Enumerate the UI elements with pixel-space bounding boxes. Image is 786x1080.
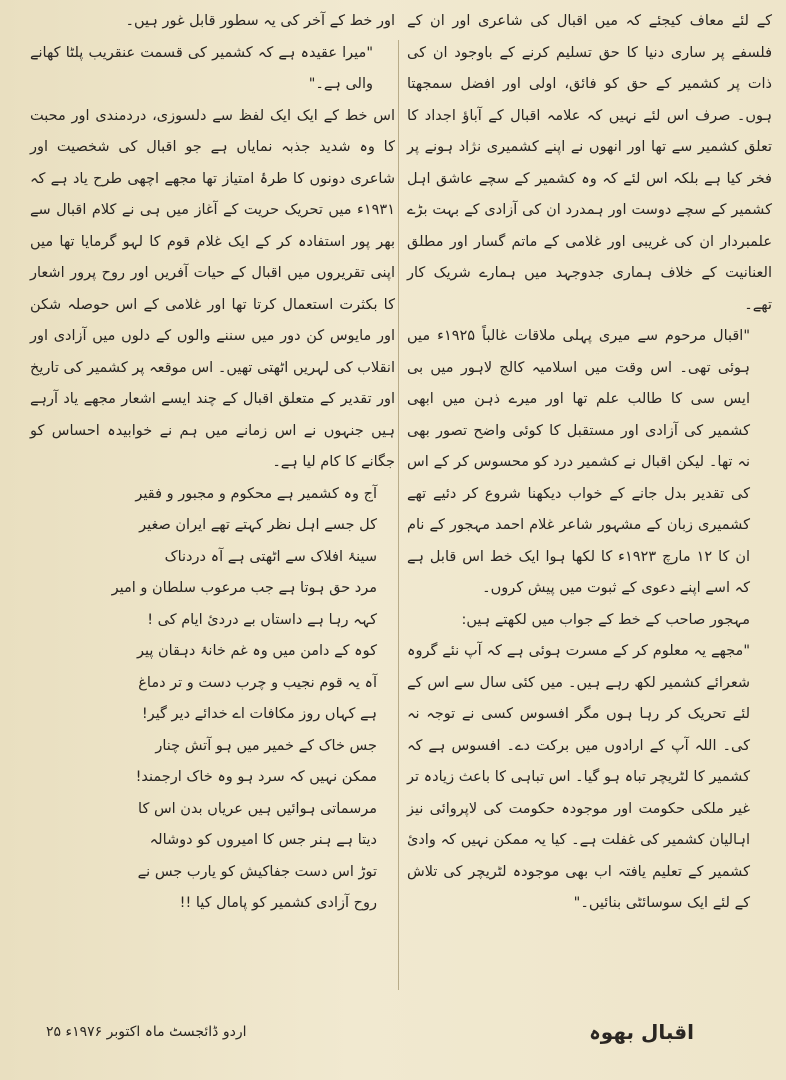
column-divider [398,40,399,990]
poem-line: دیتا ہے ہنر جس کا امیروں کو دوشالہ [149,832,377,848]
poem-line: ممکن نہیں کہ سرد ہو وہ خاک ارجمند! [135,769,377,785]
page-footer: اردو ڈائجسٹ ماہ اکتوبر ۱۹۷۶ء ۲۵ [46,1024,247,1040]
poem-line: کہہ رہا ہے داستاں بے دردئ ایام کی ! [147,611,377,628]
letter-intro: مہجور صاحب کے خط کے جواب میں لکھتے ہیں: [461,611,750,628]
right-column [407,6,772,1020]
article-paragraph: کے لئے معاف کیجئے کہ میں اقبال کی شاعری اور ان کے فلسفے پر ساری دنیا کا حق تسلیم کرنے کے باوجود ان کی ذات پر کشمیر کے حق کو فائق، اولی اور افضل سمجھتا ہوں۔ صرف اس لئے نہیں کہ علامہ اقبال کے آباؤ اجداد کا تعلق کشمیر سے تھا اور انھوں نے اپنے کشمیری نژاد ہونے پر فخر کیا ہے بلکہ اس لئے کہ وہ کشمیر کے سچے عاشق اہل کشمیر کے سچے دوست اور ہمدرد ان کی آزادی کے بہت بڑے علمبردار ان کی غریبی اور غلامی کے ماتم گسار اور مطلق العنانیت کے خلاف ہماری جدوجہد میں ہمارے شریک کار تھے۔ [407,13,772,313]
poem-line: مرسماتی ہوائیں ہیں عریاں بدن اس کا [138,800,377,817]
article-paragraph: "اقبال مرحوم سے میری پہلی ملاقات غالباً ۱۹۲۵ء میں ہوئی تھی۔ اس وقت میں اسلامیہ کالج لاہور میں بی ایس سی کا طالب علم تھا اور میرے ذہن میں ابھی کشمیر کی آزادی اور مستقبل کا کوئی واضح تصور بھی نہ تھا۔ لیکن اقبال نے کشمیر درد کو محسوس کر کے اس کی تقدیر بدل جانے کے خواب دیکھنا شروع کر دئیے تھے کشمیری زبان کے مشہور شاعر غلام احمد مہجور کے نام ان کا ۱۲ مارچ ۱۹۲۳ء کا لکھا ہوا ایک خط اس قابل ہے کہ اسے اپنے دعوی کے ثبوت میں پیش کروں۔ [407,328,751,596]
poem-line: مرد حق ہوتا ہے جب مرعوب سلطان و امیر [111,580,377,596]
author-signature: اقبال بھوہ [589,1020,694,1044]
poem-line: آج وہ کشمیر ہے محکوم و مجبور و فقیر [135,485,377,502]
poem-line: سینۂ افلاک سے اٹھتی ہے آہ دردناک [164,548,377,565]
poem-line: آہ یہ قوم نجیب و چرب دست و تر دماغ [138,674,377,691]
article-paragraph: اور خط کے آخر کی یہ سطور قابل غور ہیں۔ [125,13,395,29]
poem-line: کل جسے اہل نظر کہتے تھے ایران صغیر [139,517,377,533]
left-column [30,6,395,1020]
poem-line: توڑ اس دست جفاکیش کو یارب جس نے [137,863,377,880]
poem-line: جس خاک کے خمیر میں ہو آتش چنار [155,737,377,754]
article-paragraph: اس خط کے ایک ایک لفظ سے دلسوزی، دردمندی اور محبت کا وہ شدید جذبہ نمایاں ہے جو اقبال کی شخصیت اور شاعری دونوں کا طرۂ امتیاز تھا مجھے اچھی طرح یاد ہے کہ ۱۹۳۱ء میں تحریک حریت کے آغاز میں ہی نے کلام اقبال سے بھر پور استفادہ کر کے ایک غلام قوم کا لہو گرمایا تھا میں اپنی تقریروں میں اقبال کے حیات آفریں اور روح پرور اشعار کا بکثرت استعمال کرتا تھا اور غلامی کے اس حوصلہ شکن اور مایوس کن دور میں سننے والوں کے دلوں میں آزادی اور انقلاب کی لہریں اٹھتی تھیں۔ اس موقعہ پر کشمیر کی تاریخ اور تقدیر کے متعلق اقبال کے چند ایسے اشعار مجھے یاد آرہے ہیں جنہوں نے اس زمانے میں ہم نے خوابیدہ احساس کو جگانے کا کام لیا ہے۔ [30,107,395,470]
belief-quote: "میرا عقیدہ ہے کہ کشمیر کی قسمت عنقریب پلٹا کھانے والی ہے۔" [30,44,373,92]
letter-quote: "مجھے یہ معلوم کر کے مسرت ہوئی ہے کہ آپ نئے گروہ شعرائے کشمیر لکھ رہے ہیں۔ میں کئی سال سے اس کے لئے تحریک کر رہا ہوں مگر افسوس کسی نے توجہ نہ کی۔ اللہ آپ کے ارادوں میں برکت دے۔ افسوس ہے کہ کشمیر کا لٹریچر تباہ ہو گیا۔ اس تباہی کا باعث زیادہ تر غیر ملکی حکومت اور موجودہ حکومت کی لاپروائی نیز اہالیان کشمیر کی غفلت ہے۔ کیا یہ ممکن نہیں کہ وادئ کشمیر کے تعلیم یافتہ اب بھی موجودہ لٹریچر کی تلاش کے لئے ایک سوسائٹی بنائیں۔" [407,643,750,911]
poem-line: کوہ کے دامن میں وہ غم خانۂ دہقان پیر [136,643,377,659]
poem-verses [30,479,395,920]
poem-line: ہے کہاں روز مکافات اے خدائے دیر گیر! [141,706,377,722]
poem-line: روح آزادی کشمیر کو پامال کیا !! [179,895,377,911]
